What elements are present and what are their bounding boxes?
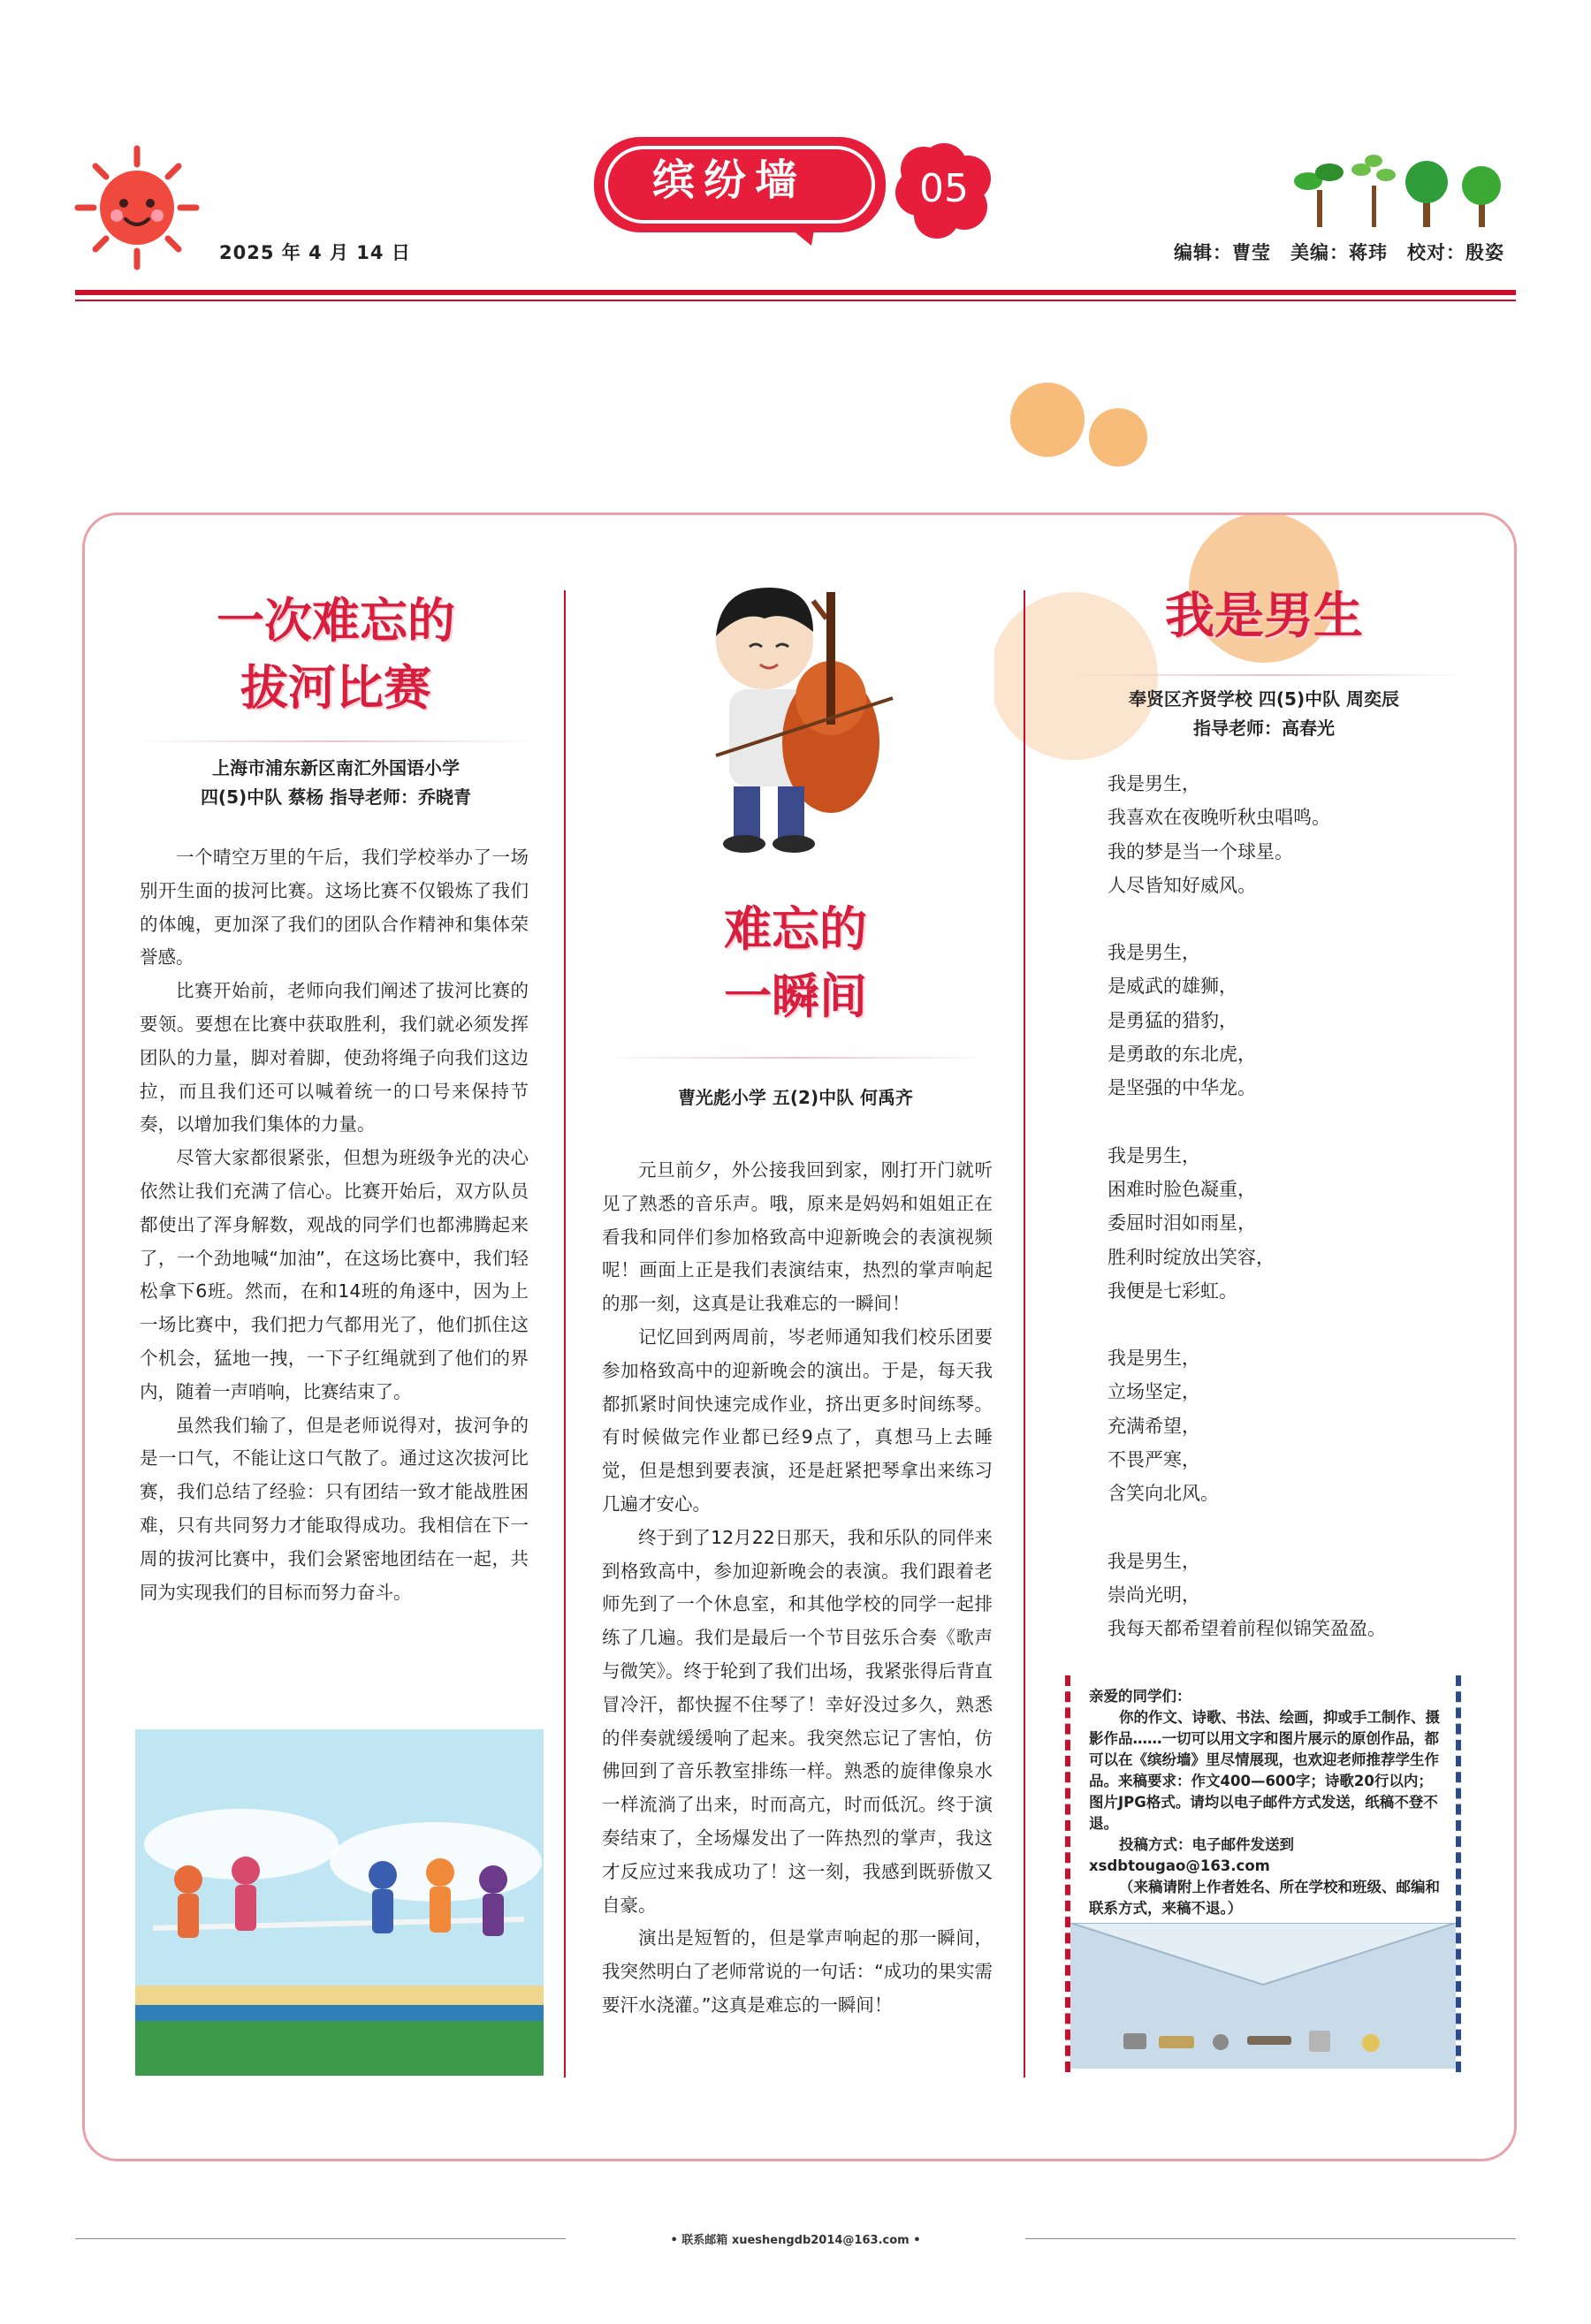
submission-notice xyxy=(1089,1686,1444,1919)
tug-of-war-illustration xyxy=(135,1729,544,2076)
article2-byline: 曹光彪小学 五(2)中队 何禹齐 xyxy=(677,1087,914,1108)
notice-body: 你的作文、诗歌、书法、绘画，抑或手工制作、摄影作品……一切可以用文字和图片展示的原创作品，都可以在《缤纷墙》里尽情展现，也欢迎老师推荐学生作品。来稿要求：作文400—600字；诗歌20行以内；图片JPG格式。请均以电子邮件方式发送，纸稿不登不退。 xyxy=(1089,1709,1440,1832)
column-divider-right xyxy=(1024,590,1025,2077)
poem-line: 不畏严寒， xyxy=(1108,1449,1200,1471)
article1-title-line2: 拔河比赛 xyxy=(240,660,431,716)
poem-line: 我是男生， xyxy=(1108,942,1200,964)
column-divider-left xyxy=(564,590,566,2077)
article1-paragraph: 尽管大家都很紧张，但想为班级争光的决心依然让我们充满了信心。比赛开始后，双方队员都使出了浑身解数，观战的同学们也都沸腾起来了，一个劲地喊“加油”，在这场比赛中，我们轻松拿下6班。然而，在和14班的角逐中，因为上一场比赛中，我们把力气都用光了，他们抓住这个机会，猛地一拽，一下子红绳就到了他们的界内，随着一声哨响，比赛结束了。 xyxy=(140,1147,529,1402)
poem-line: 困难时脸色凝重， xyxy=(1108,1178,1256,1200)
article1-paragraph: 虽然我们输了，但是老师说得对，拔河争的是一口气，不能让这口气散了。通过这次拔河比赛，我们总结了经验：只有团结一致才能战胜困难，只有共同努力才能取得成功。我相信在下一周的拔河比赛中，我们会紧密地团结在一起，共同为实现我们的目标而努力奋斗。 xyxy=(140,1414,529,1603)
article1-byline-rule xyxy=(133,740,539,742)
poem-stanza xyxy=(1108,1341,1479,1510)
article1-paragraph: 一个晴空万里的午后，我们学校举办了一场别开生面的拔河比赛。这场比赛不仅锻炼了我们的体魄，更加深了我们的团队合作精神和集体荣誉感。 xyxy=(140,847,529,968)
poem-byline xyxy=(1061,685,1467,743)
article1-byline xyxy=(133,754,539,812)
poem-line: 我的梦是当一个球星。 xyxy=(1108,840,1293,862)
article1-title-line1: 一次难忘的 xyxy=(217,593,455,649)
poem-line: 委屈时泪如雨星， xyxy=(1108,1212,1256,1234)
article1-body xyxy=(140,841,529,1609)
poem-line: 我喜欢在夜晚听秋虫唱鸣。 xyxy=(1108,807,1330,829)
poem-author: 奉贤区齐贤学校 四(5)中队 周奕辰 xyxy=(1128,688,1400,710)
notice-submission: 投稿方式：电子邮件发送到xsdbtougao@163.com xyxy=(1089,1836,1294,1874)
article1-paragraph: 比赛开始前，老师向我们阐述了拔河比赛的要领。要想在比赛中获取胜利，我们就必须发挥团队的力量，脚对着脚，使劲将绳子向我们这边拉，而且我们还可以喊着统一的口号来保持节奏，以增加我们集体的力量。 xyxy=(140,980,529,1135)
article2-title xyxy=(583,896,1008,1030)
poem-stanza xyxy=(1108,767,1479,902)
section-title: 缤纷墙 xyxy=(651,156,806,205)
editor-credits: 编辑：曹莹 美编：蒋玮 校对：殷姿 xyxy=(1174,242,1504,263)
poem-line: 我便是七彩虹。 xyxy=(1108,1280,1237,1302)
article2-body xyxy=(602,1154,993,2023)
article1-title xyxy=(133,588,539,722)
poem-line: 崇尚光明， xyxy=(1108,1584,1200,1606)
poem-stanza xyxy=(1108,1139,1479,1308)
article2-paragraph: 演出是短暂的，但是掌声响起的那一瞬间，我突然明白了老师常说的一句话：“成功的果实需要汗水浇灌。”这真是难忘的一瞬间！ xyxy=(602,1927,993,2016)
article2-title-line2: 一瞬间 xyxy=(724,968,867,1024)
article2-byline-rule xyxy=(601,1057,990,1059)
poem-line: 是威武的雄狮， xyxy=(1108,976,1237,998)
sun-illustration xyxy=(71,141,203,274)
header-rule-thin xyxy=(75,300,1516,301)
cello-boy-illustration xyxy=(681,566,910,857)
footer-contact: • 联系邮箱 xueshengdb2014@163.com • xyxy=(566,2230,1025,2247)
article2-paragraph: 元旦前夕，外公接我回到家，刚打开门就听见了熟悉的音乐声。哦，原来是妈妈和姐姐正在看我和同伴们参加格致高中迎新晚会的表演视频呢！画面上正是我们表演结束，热烈的掌声响起的那一刻，这真是让我难忘的一瞬间！ xyxy=(602,1159,993,1315)
page-number: 05 xyxy=(919,166,969,211)
poem-title: 我是男生 xyxy=(1165,588,1363,645)
poem-line: 我是男生， xyxy=(1108,1348,1200,1370)
poem-stanza xyxy=(1108,1545,1479,1646)
poem-line: 我每天都希望着前程似锦笑盈盈。 xyxy=(1108,1618,1386,1640)
poem-line: 我是男生， xyxy=(1108,773,1200,794)
poem-line: 立场坚定， xyxy=(1108,1381,1200,1403)
poem-line: 是勇猛的猎豹， xyxy=(1108,1009,1237,1031)
notice-note: （来稿请附上作者姓名、所在学校和班级、邮编和联系方式，来稿不退。） xyxy=(1089,1879,1440,1917)
poem-body xyxy=(1108,767,1479,1680)
envelope-illustration xyxy=(1070,1923,1456,2069)
poem-line: 是勇敢的东北虎， xyxy=(1108,1044,1256,1066)
poem-byline-rule xyxy=(1061,674,1467,676)
header-rule xyxy=(75,290,1516,295)
article1-author: 四(5)中队 蔡杨 指导老师：乔晓青 xyxy=(200,786,472,808)
article2-title-line1: 难忘的 xyxy=(724,901,867,957)
article1-school: 上海市浦东新区南汇外国语小学 xyxy=(212,757,460,778)
poem-line: 我是男生， xyxy=(1108,1550,1200,1572)
poem-line: 我是男生， xyxy=(1108,1144,1200,1166)
poem-stanza xyxy=(1108,936,1479,1105)
article2-paragraph: 终于到了12月22日那天，我和乐队的同伴来到格致高中，参加迎新晚会的表演。我们跟着老师先到了一个休息室，和其他学校的同学一起排练了几遍。我们是最后一个节目弦乐合奏《歌声与微笑》。终于轮到了我们出场，我紧张得后背直冒冷汗，都快握不住琴了！幸好没过多久，熟悉的伴奏就缓缓响了起来。我突然忘记了害怕，仿佛回到了音乐教室排练一样。熟悉的旋律像泉水一样流淌了出来，时而高亢，时而低沉。终于演奏结束了，全场爆发出了一阵热烈的掌声，我这才反应过来我成功了！这一刻，我感到既骄傲又自豪。 xyxy=(602,1526,993,1916)
poem-line: 人尽皆知好威风。 xyxy=(1108,874,1256,896)
notice-greeting: 亲爱的同学们： xyxy=(1089,1688,1191,1705)
poem-line: 含笑向北风。 xyxy=(1108,1483,1219,1505)
article2-paragraph: 记忆回到两周前，岑老师通知我们校乐团要参加格致高中的迎新晚会的演出。于是，每天我都抓紧时间快速完成作业，挤出更多时间练琴。有时候做完作业都已经9点了，真想马上去睡觉，但是想到要表演，还是赶紧把琴拿出来练习几遍才安心。 xyxy=(602,1325,993,1515)
poem-line: 充满希望， xyxy=(1108,1415,1200,1437)
trees-illustration xyxy=(1290,150,1511,230)
poem-advisor: 指导老师：高春光 xyxy=(1193,718,1335,739)
poem-line: 胜利时绽放出笑容， xyxy=(1108,1246,1275,1268)
decorative-circles xyxy=(1008,380,1149,486)
poem-line: 是坚强的中华龙。 xyxy=(1108,1077,1256,1099)
issue-date: 2025 年 4 月 14 日 xyxy=(219,242,411,263)
